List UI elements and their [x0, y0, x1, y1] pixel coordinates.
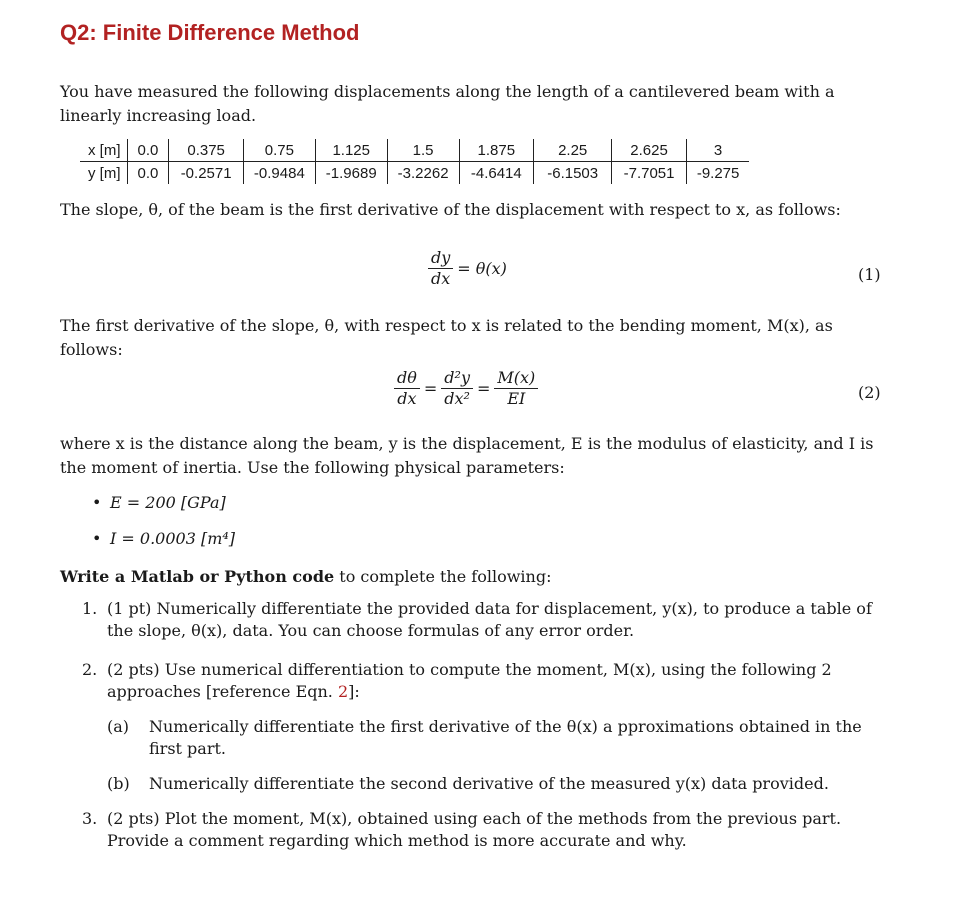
item-number: 1.: [82, 599, 98, 618]
equation-1: [424, 248, 507, 289]
numerator: d²y: [441, 368, 473, 389]
intro-paragraph: You have measured the following displacements along the length of a cantilevered beam with a linearly increasing load.: [60, 82, 835, 125]
where-paragraph: where x is the distance along the beam, y is the displacement, E is the modulus of elasticity, and I is the moment of inertia. Use the following physical parameters:: [60, 434, 874, 477]
table-cell: 2.625: [612, 139, 687, 162]
table-row-x: [80, 139, 749, 162]
table-cell: 0.0: [127, 162, 169, 185]
item-text: Numerically differentiate the first derivative of the θ(x) a pproximations obtained in the first part.: [149, 717, 862, 758]
displacement-table: [80, 139, 749, 184]
item-text-part: (2 pts) Use numerical differentiation to compute the moment, M(x), using the following 2 approaches [reference Eqn.: [107, 660, 832, 701]
denominator: dx: [397, 389, 417, 408]
denominator: dx: [431, 269, 451, 288]
list-item: [92, 493, 226, 512]
equals-sign: =: [423, 379, 438, 398]
table-cell: 0.375: [169, 139, 244, 162]
slope-paragraph: The slope, θ, of the beam is the first derivative of the displacement with respect to x, as follows:: [60, 200, 841, 219]
fraction: [394, 368, 420, 409]
denominator: dx²: [444, 389, 470, 408]
fraction: [441, 368, 473, 409]
item-number: 2.: [82, 660, 98, 679]
item-text: Numerically differentiate the second derivative of the measured y(x) data provided.: [149, 774, 829, 793]
fraction: [428, 248, 453, 289]
task-intro-bold: Write a Matlab or Python code: [60, 567, 335, 586]
table-cell: 1.125: [315, 139, 387, 162]
equation-number: (1): [858, 265, 881, 284]
equation-2: [390, 368, 542, 409]
bullet-icon: •: [92, 529, 102, 548]
table-cell: -4.6414: [459, 162, 534, 185]
numerator: M(x): [494, 368, 538, 389]
item-text: [107, 659, 882, 703]
row-header: y [m]: [88, 164, 121, 182]
table-cell: -0.9484: [243, 162, 315, 185]
row-header: x [m]: [80, 139, 127, 162]
table-cell: 0.75: [243, 139, 315, 162]
table-cell: 0.0: [127, 139, 169, 162]
numerator: dy: [428, 248, 453, 269]
task-intro: [60, 565, 900, 589]
equation-rhs: = θ(x): [457, 259, 507, 278]
numerator: dθ: [394, 368, 420, 389]
moment-paragraph: The first derivative of the slope, θ, with respect to x is related to the bending moment, M(x), as follows:: [60, 316, 833, 359]
equation-reference-link[interactable]: 2: [337, 682, 349, 701]
denominator: EI: [507, 389, 526, 408]
item-text: (2 pts) Plot the moment, M(x), obtained using each of the methods from the previous part. Provide a comment regarding which method is more accurate and why.: [107, 809, 842, 850]
bullet-icon: •: [92, 493, 102, 512]
table-cell: 1.875: [459, 139, 534, 162]
list-item: [92, 529, 235, 548]
fraction: [494, 368, 538, 409]
table-row-y: [80, 162, 749, 185]
param-text: E = 200 [GPa]: [110, 493, 226, 512]
param-text: I = 0.0003 [m⁴]: [110, 529, 236, 548]
task-intro-rest: to complete the following:: [334, 567, 552, 586]
item-text: (1 pt) Numerically differentiate the provided data for displacement, y(x), to produce a table of the slope, θ(x), data. You can choose formulas of any error order.: [107, 599, 872, 640]
table-cell: -6.1503: [534, 162, 612, 185]
table-cell: -3.2262: [387, 162, 459, 185]
page-title: Q2: Finite Difference Method: [60, 20, 360, 45]
item-label: (b): [107, 774, 130, 793]
table-cell: -0.2571: [169, 162, 244, 185]
table-cell: 3: [686, 139, 749, 162]
equation-number: (2): [858, 383, 881, 402]
table-cell: -7.7051: [612, 162, 687, 185]
item-label: (a): [107, 717, 130, 736]
equals-sign: =: [476, 379, 491, 398]
item-text-part: ]:: [348, 682, 360, 701]
table-cell: -9.275: [686, 162, 749, 185]
item-number: 3.: [82, 809, 98, 828]
table-cell: 1.5: [387, 139, 459, 162]
table-cell: 2.25: [534, 139, 612, 162]
table-cell: -1.9689: [315, 162, 387, 185]
